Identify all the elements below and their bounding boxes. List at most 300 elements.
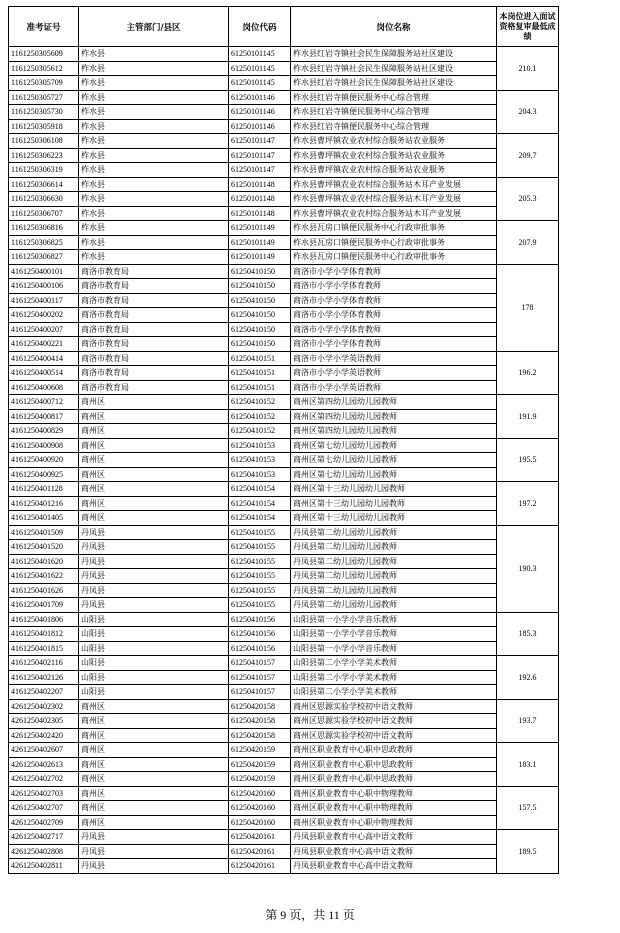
- position-code-cell: 61250420159: [229, 757, 291, 772]
- position-code-cell: 61250101145: [229, 76, 291, 91]
- position-name-cell: 丹凤县第二幼儿园幼儿园教师: [291, 583, 497, 598]
- position-code-cell: 61250101149: [229, 235, 291, 250]
- table-row: [9, 815, 559, 830]
- position-name-cell: 丹凤县职业教育中心高中语文教师: [291, 859, 497, 874]
- department-cell: 商洛市教育局: [79, 337, 229, 352]
- exam-id-cell: 1161250306614: [9, 177, 79, 192]
- department-cell: 柞水县: [79, 250, 229, 265]
- position-name-cell: 山阳县第二小学小学美术教师: [291, 670, 497, 685]
- position-name-cell: 山阳县第一小学小学音乐教师: [291, 612, 497, 627]
- table-row: [9, 351, 559, 366]
- position-name-cell: 柞水县曹坪镇农业农村综合服务站木耳产业发展: [291, 206, 497, 221]
- department-cell: 商州区: [79, 699, 229, 714]
- exam-id-cell: 4161250400817: [9, 409, 79, 424]
- position-code-cell: 61250101148: [229, 206, 291, 221]
- position-code-cell: 61250101145: [229, 47, 291, 62]
- exam-id-cell: 1161250305612: [9, 61, 79, 76]
- position-name-cell: 商州区职业教育中心职中物理教师: [291, 786, 497, 801]
- department-cell: 柞水县: [79, 90, 229, 105]
- table-row: [9, 801, 559, 816]
- min-score-cell: 185.3: [497, 612, 559, 656]
- table-row: [9, 163, 559, 178]
- table-row: [9, 598, 559, 613]
- department-cell: 柞水县: [79, 177, 229, 192]
- position-code-cell: 61250410155: [229, 569, 291, 584]
- department-cell: 商洛市教育局: [79, 279, 229, 294]
- department-cell: 柞水县: [79, 148, 229, 163]
- table-row: [9, 47, 559, 62]
- table-row: [9, 511, 559, 526]
- exam-id-cell: 4161250401815: [9, 641, 79, 656]
- department-cell: 柞水县: [79, 105, 229, 120]
- header-min-score: 本岗位进入面试资格复审最低成绩: [497, 7, 559, 47]
- table-row: [9, 757, 559, 772]
- table-row: [9, 525, 559, 540]
- table-row: [9, 308, 559, 323]
- page-footer: 第 9 页，共 11 页: [265, 908, 355, 922]
- header-exam-id: 准考证号: [9, 7, 79, 47]
- position-code-cell: 61250420160: [229, 801, 291, 816]
- position-name-cell: 丹凤县第二幼儿园幼儿园教师: [291, 525, 497, 540]
- department-cell: 山阳县: [79, 612, 229, 627]
- table-row: [9, 192, 559, 207]
- exam-id-cell: 4261250402717: [9, 830, 79, 845]
- exam-id-cell: 4161250400117: [9, 293, 79, 308]
- position-code-cell: 61250410155: [229, 583, 291, 598]
- position-name-cell: 商州区职业教育中心职中物理教师: [291, 815, 497, 830]
- department-cell: 丹凤县: [79, 598, 229, 613]
- position-code-cell: 61250410151: [229, 366, 291, 381]
- position-code-cell: 61250101146: [229, 119, 291, 134]
- exam-id-cell: 1161250305918: [9, 119, 79, 134]
- position-name-cell: 商州区第四幼儿园幼儿园教师: [291, 424, 497, 439]
- min-score-cell: 183.1: [497, 743, 559, 787]
- position-name-cell: 丹凤县第二幼儿园幼儿园教师: [291, 598, 497, 613]
- position-code-cell: 61250410151: [229, 380, 291, 395]
- position-code-cell: 61250101148: [229, 177, 291, 192]
- table-row: [9, 467, 559, 482]
- position-name-cell: 商州区第十三幼儿园幼儿园教师: [291, 482, 497, 497]
- department-cell: 柞水县: [79, 76, 229, 91]
- exam-id-cell: 1161250306827: [9, 250, 79, 265]
- position-name-cell: 柞水县曹坪镇农业农村综合服务站木耳产业发展: [291, 192, 497, 207]
- min-score-cell: 195.5: [497, 438, 559, 482]
- exam-id-cell: 4161250402126: [9, 670, 79, 685]
- table-row: [9, 830, 559, 845]
- position-code-cell: 61250420160: [229, 786, 291, 801]
- position-name-cell: 商州区职业教育中心职中物理教师: [291, 801, 497, 816]
- position-name-cell: 商州区思源实验学校初中语文教师: [291, 714, 497, 729]
- exam-id-cell: 4261250402702: [9, 772, 79, 787]
- min-score-cell: 205.3: [497, 177, 559, 221]
- exam-id-cell: 1161250306707: [9, 206, 79, 221]
- table-row: [9, 366, 559, 381]
- position-name-cell: 柞水县瓦房口镇便民服务中心行政审批事务: [291, 235, 497, 250]
- position-code-cell: 61250410150: [229, 264, 291, 279]
- department-cell: 商州区: [79, 496, 229, 511]
- department-cell: 柞水县: [79, 206, 229, 221]
- table-row: [9, 656, 559, 671]
- min-score-cell: 157.5: [497, 786, 559, 830]
- position-code-cell: 61250410152: [229, 424, 291, 439]
- position-name-cell: 丹凤县职业教育中心高中语文教师: [291, 830, 497, 845]
- position-name-cell: 商州区职业教育中心职中思政教师: [291, 772, 497, 787]
- position-code-cell: 61250101149: [229, 221, 291, 236]
- position-code-cell: 61250410155: [229, 525, 291, 540]
- department-cell: 商州区: [79, 728, 229, 743]
- position-code-cell: 61250410151: [229, 351, 291, 366]
- table-row: [9, 743, 559, 758]
- table-row: [9, 250, 559, 265]
- department-cell: 商州区: [79, 453, 229, 468]
- exam-id-cell: 1161250305709: [9, 76, 79, 91]
- table-row: [9, 322, 559, 337]
- header-row: [9, 7, 559, 47]
- department-cell: 丹凤县: [79, 830, 229, 845]
- table-row: [9, 119, 559, 134]
- exam-id-cell: 1161250306630: [9, 192, 79, 207]
- exam-id-cell: 1161250306223: [9, 148, 79, 163]
- position-name-cell: 商洛市小学小学体育教师: [291, 322, 497, 337]
- exam-id-cell: 4261250402607: [9, 743, 79, 758]
- min-score-cell: 207.9: [497, 221, 559, 265]
- position-name-cell: 商州区思源实验学校初中语文教师: [291, 728, 497, 743]
- min-score-cell: 197.2: [497, 482, 559, 526]
- department-cell: 柞水县: [79, 134, 229, 149]
- exam-id-cell: 4161250401806: [9, 612, 79, 627]
- exam-id-cell: 4261250402613: [9, 757, 79, 772]
- exam-id-cell: 4161250400101: [9, 264, 79, 279]
- table-row: [9, 61, 559, 76]
- position-name-cell: 商洛市小学小学英语教师: [291, 366, 497, 381]
- department-cell: 商州区: [79, 801, 229, 816]
- exam-id-cell: 4161250400829: [9, 424, 79, 439]
- position-name-cell: 商洛市小学小学体育教师: [291, 337, 497, 352]
- position-code-cell: 61250410157: [229, 670, 291, 685]
- position-name-cell: 柞水县瓦房口镇便民服务中心行政审批事务: [291, 221, 497, 236]
- department-cell: 丹凤县: [79, 569, 229, 584]
- exam-id-cell: 4261250402808: [9, 844, 79, 859]
- position-name-cell: 丹凤县职业教育中心高中语文教师: [291, 844, 497, 859]
- department-cell: 商洛市教育局: [79, 351, 229, 366]
- position-name-cell: 商洛市小学小学体育教师: [291, 308, 497, 323]
- position-name-cell: 柞水县瓦房口镇便民服务中心行政审批事务: [291, 250, 497, 265]
- exam-id-cell: 4161250400414: [9, 351, 79, 366]
- position-code-cell: 61250410156: [229, 627, 291, 642]
- position-name-cell: 柞水县曹坪镇农业农村综合服务站木耳产业发展: [291, 177, 497, 192]
- exam-id-cell: 1161250306825: [9, 235, 79, 250]
- header-position-name: 岗位名称: [291, 7, 497, 47]
- position-name-cell: 商州区第七幼儿园幼儿园教师: [291, 467, 497, 482]
- exam-id-cell: 4261250402707: [9, 801, 79, 816]
- exam-id-cell: 4161250401812: [9, 627, 79, 642]
- exam-id-cell: 4161250400202: [9, 308, 79, 323]
- min-score-cell: 193.7: [497, 699, 559, 743]
- department-cell: 商州区: [79, 757, 229, 772]
- department-cell: 商洛市教育局: [79, 293, 229, 308]
- table-row: [9, 699, 559, 714]
- department-cell: 商洛市教育局: [79, 264, 229, 279]
- exam-id-cell: 4161250401128: [9, 482, 79, 497]
- position-code-cell: 61250410153: [229, 438, 291, 453]
- position-code-cell: 61250410154: [229, 482, 291, 497]
- position-name-cell: 山阳县第二小学小学美术教师: [291, 656, 497, 671]
- position-name-cell: 丹凤县第二幼儿园幼儿园教师: [291, 540, 497, 555]
- table-row: [9, 90, 559, 105]
- department-cell: 商州区: [79, 743, 229, 758]
- department-cell: 柞水县: [79, 192, 229, 207]
- position-name-cell: 丹凤县第二幼儿园幼儿园教师: [291, 569, 497, 584]
- table-row: [9, 337, 559, 352]
- exam-id-cell: 4161250401622: [9, 569, 79, 584]
- department-cell: 柞水县: [79, 119, 229, 134]
- position-name-cell: 柞水县曹坪镇农业农村综合服务站农业服务: [291, 163, 497, 178]
- position-code-cell: 61250410156: [229, 612, 291, 627]
- position-code-cell: 61250420161: [229, 844, 291, 859]
- table-row: [9, 105, 559, 120]
- position-code-cell: 61250101146: [229, 90, 291, 105]
- exam-id-cell: 4161250401520: [9, 540, 79, 555]
- position-code-cell: 61250420159: [229, 743, 291, 758]
- table-row: [9, 409, 559, 424]
- min-score-cell: 191.9: [497, 395, 559, 439]
- table-row: [9, 859, 559, 874]
- department-cell: 商洛市教育局: [79, 308, 229, 323]
- department-cell: 柞水县: [79, 235, 229, 250]
- position-name-cell: 商洛市小学小学体育教师: [291, 293, 497, 308]
- table-row: [9, 583, 559, 598]
- position-name-cell: 商州区第七幼儿园幼儿园教师: [291, 438, 497, 453]
- position-code-cell: 61250410155: [229, 554, 291, 569]
- position-code-cell: 61250410150: [229, 308, 291, 323]
- department-cell: 丹凤县: [79, 844, 229, 859]
- position-code-cell: 61250101149: [229, 250, 291, 265]
- department-cell: 商州区: [79, 772, 229, 787]
- department-cell: 商州区: [79, 424, 229, 439]
- table-row: [9, 279, 559, 294]
- exam-id-cell: 4161250400514: [9, 366, 79, 381]
- exam-id-cell: 4161250402207: [9, 685, 79, 700]
- table-row: [9, 482, 559, 497]
- exam-id-cell: 4161250401405: [9, 511, 79, 526]
- min-score-cell: 190.3: [497, 525, 559, 612]
- position-code-cell: 61250420160: [229, 815, 291, 830]
- table-row: [9, 380, 559, 395]
- position-code-cell: 61250420158: [229, 714, 291, 729]
- exam-id-cell: 4261250402305: [9, 714, 79, 729]
- position-code-cell: 61250420159: [229, 772, 291, 787]
- department-cell: 商州区: [79, 714, 229, 729]
- department-cell: 商州区: [79, 438, 229, 453]
- exam-id-cell: 4161250400925: [9, 467, 79, 482]
- results-table: [8, 6, 559, 874]
- table-row: [9, 670, 559, 685]
- table-row: [9, 235, 559, 250]
- position-code-cell: 61250410155: [229, 598, 291, 613]
- department-cell: 丹凤县: [79, 859, 229, 874]
- exam-id-cell: 4161250402116: [9, 656, 79, 671]
- exam-id-cell: 4261250402302: [9, 699, 79, 714]
- position-code-cell: 61250410152: [229, 395, 291, 410]
- position-name-cell: 山阳县第一小学小学音乐教师: [291, 627, 497, 642]
- department-cell: 商州区: [79, 482, 229, 497]
- department-cell: 商州区: [79, 395, 229, 410]
- position-code-cell: 61250410150: [229, 293, 291, 308]
- table-row: [9, 540, 559, 555]
- position-name-cell: 商州区第十三幼儿园幼儿园教师: [291, 496, 497, 511]
- department-cell: 商洛市教育局: [79, 366, 229, 381]
- position-code-cell: 61250420161: [229, 859, 291, 874]
- position-code-cell: 61250410153: [229, 467, 291, 482]
- department-cell: 丹凤县: [79, 554, 229, 569]
- table-row: [9, 627, 559, 642]
- position-code-cell: 61250410157: [229, 685, 291, 700]
- position-code-cell: 61250410157: [229, 656, 291, 671]
- exam-id-cell: 4161250400908: [9, 438, 79, 453]
- department-cell: 商洛市教育局: [79, 380, 229, 395]
- position-name-cell: 商州区思源实验学校初中语文教师: [291, 699, 497, 714]
- position-name-cell: 柞水县红岩寺镇便民服务中心综合管理: [291, 90, 497, 105]
- position-code-cell: 61250410154: [229, 496, 291, 511]
- min-score-cell: 189.5: [497, 830, 559, 874]
- exam-id-cell: 4161250400608: [9, 380, 79, 395]
- position-name-cell: 商洛市小学小学体育教师: [291, 264, 497, 279]
- position-name-cell: 商州区第四幼儿园幼儿园教师: [291, 409, 497, 424]
- exam-id-cell: 1161250306108: [9, 134, 79, 149]
- position-code-cell: 61250101146: [229, 105, 291, 120]
- table-row: [9, 206, 559, 221]
- table-row: [9, 844, 559, 859]
- position-name-cell: 商州区职业教育中心职中思政教师: [291, 743, 497, 758]
- exam-id-cell: 4261250402709: [9, 815, 79, 830]
- table-row: [9, 554, 559, 569]
- table-row: [9, 786, 559, 801]
- exam-id-cell: 1161250305730: [9, 105, 79, 120]
- header-position-code: 岗位代码: [229, 7, 291, 47]
- position-name-cell: 柞水县曹坪镇农业农村综合服务站农业服务: [291, 134, 497, 149]
- position-code-cell: 61250420158: [229, 728, 291, 743]
- position-code-cell: 61250101147: [229, 163, 291, 178]
- min-score-cell: 192.6: [497, 656, 559, 700]
- table-row: [9, 714, 559, 729]
- department-cell: 商州区: [79, 511, 229, 526]
- table-row: [9, 134, 559, 149]
- position-name-cell: 柞水县红岩寺镇社会民生保障服务站社区建设: [291, 61, 497, 76]
- position-code-cell: 61250101147: [229, 148, 291, 163]
- table-row: [9, 496, 559, 511]
- min-score-cell: 178: [497, 264, 559, 351]
- table-row: [9, 728, 559, 743]
- position-name-cell: 柞水县红岩寺镇社会民生保障服务站社区建设: [291, 47, 497, 62]
- min-score-cell: 196.2: [497, 351, 559, 395]
- table-row: [9, 293, 559, 308]
- table-row: [9, 148, 559, 163]
- exam-id-cell: 4161250400221: [9, 337, 79, 352]
- table-row: [9, 395, 559, 410]
- position-code-cell: 61250101147: [229, 134, 291, 149]
- table-row: [9, 641, 559, 656]
- exam-id-cell: 4161250400712: [9, 395, 79, 410]
- department-cell: 商州区: [79, 815, 229, 830]
- exam-id-cell: 4161250401620: [9, 554, 79, 569]
- position-name-cell: 商州区职业教育中心职中思政教师: [291, 757, 497, 772]
- exam-id-cell: 1161250306319: [9, 163, 79, 178]
- department-cell: 商州区: [79, 467, 229, 482]
- position-code-cell: 61250410156: [229, 641, 291, 656]
- position-code-cell: 61250420161: [229, 830, 291, 845]
- department-cell: 丹凤县: [79, 583, 229, 598]
- position-code-cell: 61250410153: [229, 453, 291, 468]
- position-code-cell: 61250410150: [229, 322, 291, 337]
- position-name-cell: 商洛市小学小学体育教师: [291, 279, 497, 294]
- department-cell: 山阳县: [79, 627, 229, 642]
- table-row: [9, 76, 559, 91]
- position-code-cell: 61250410155: [229, 540, 291, 555]
- department-cell: 丹凤县: [79, 540, 229, 555]
- department-cell: 山阳县: [79, 685, 229, 700]
- exam-id-cell: 1161250305609: [9, 47, 79, 62]
- position-name-cell: 柞水县红岩寺镇社会民生保障服务站社区建设: [291, 76, 497, 91]
- table-row: [9, 221, 559, 236]
- department-cell: 山阳县: [79, 656, 229, 671]
- position-name-cell: 商州区第四幼儿园幼儿园教师: [291, 395, 497, 410]
- department-cell: 山阳县: [79, 641, 229, 656]
- table-row: [9, 453, 559, 468]
- exam-id-cell: 1161250305727: [9, 90, 79, 105]
- department-cell: 丹凤县: [79, 525, 229, 540]
- min-score-cell: 209.7: [497, 134, 559, 178]
- exam-id-cell: 4161250401509: [9, 525, 79, 540]
- exam-id-cell: 4261250402420: [9, 728, 79, 743]
- position-name-cell: 商州区第七幼儿园幼儿园教师: [291, 453, 497, 468]
- position-code-cell: 61250410150: [229, 337, 291, 352]
- exam-id-cell: 4161250401216: [9, 496, 79, 511]
- table-body: [9, 47, 559, 874]
- department-cell: 柞水县: [79, 163, 229, 178]
- table-row: [9, 772, 559, 787]
- exam-id-cell: 4161250401626: [9, 583, 79, 598]
- exam-id-cell: 4261250402703: [9, 786, 79, 801]
- position-name-cell: 商洛市小学小学英语教师: [291, 380, 497, 395]
- table-row: [9, 438, 559, 453]
- department-cell: 柞水县: [79, 61, 229, 76]
- department-cell: 柞水县: [79, 221, 229, 236]
- table-row: [9, 177, 559, 192]
- position-code-cell: 61250420158: [229, 699, 291, 714]
- min-score-cell: 204.3: [497, 90, 559, 134]
- table-row: [9, 264, 559, 279]
- department-cell: 商州区: [79, 409, 229, 424]
- position-code-cell: 61250101145: [229, 61, 291, 76]
- table-row: [9, 612, 559, 627]
- min-score-cell: 210.1: [497, 47, 559, 91]
- table-row: [9, 424, 559, 439]
- position-name-cell: 山阳县第一小学小学音乐教师: [291, 641, 497, 656]
- department-cell: 商洛市教育局: [79, 322, 229, 337]
- exam-id-cell: 4261250402811: [9, 859, 79, 874]
- exam-id-cell: 4161250401709: [9, 598, 79, 613]
- table-row: [9, 569, 559, 584]
- department-cell: 商州区: [79, 786, 229, 801]
- position-code-cell: 61250410152: [229, 409, 291, 424]
- position-name-cell: 柞水县红岩寺镇便民服务中心综合管理: [291, 119, 497, 134]
- position-name-cell: 商洛市小学小学英语教师: [291, 351, 497, 366]
- position-code-cell: 61250101148: [229, 192, 291, 207]
- position-name-cell: 商州区第十三幼儿园幼儿园教师: [291, 511, 497, 526]
- position-name-cell: 丹凤县第二幼儿园幼儿园教师: [291, 554, 497, 569]
- position-code-cell: 61250410150: [229, 279, 291, 294]
- position-name-cell: 柞水县曹坪镇农业农村综合服务站农业服务: [291, 148, 497, 163]
